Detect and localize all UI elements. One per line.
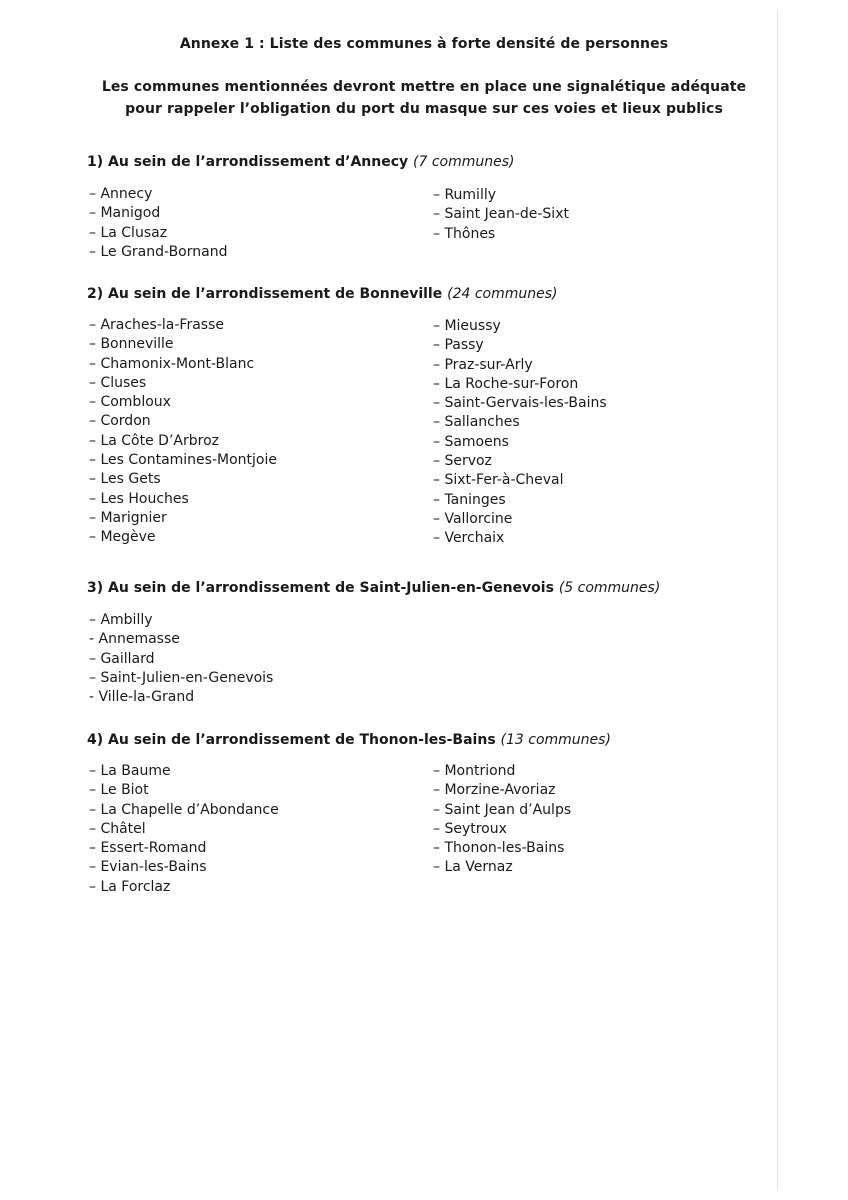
list-item: – La Baume [89,763,171,779]
list-item: – Passy [433,337,484,354]
section-heading-text: 4) Au sein de l’arrondissement de Thonon-les-Bains [87,732,496,748]
list-item: – Rumilly [433,187,497,203]
list-item: - Annemasse [89,631,180,648]
list-item: – Châtel [89,820,146,837]
commune-list-left [89,611,273,707]
list-item: – Vallorcine [433,510,513,527]
list-item: – Marignier [89,509,167,526]
list-item: – Sallanches [433,414,520,431]
section-heading-text: 3) Au sein de l’arrondissement de Saint-Julien-en-Genevois [87,580,554,596]
commune-list-right [433,186,569,244]
list-item: – La Côte D’Arbroz [89,432,219,449]
list-item: – Morzine-Avoriaz [433,782,556,799]
list-item: – Megève [89,529,156,546]
section-heading-annecy [87,154,515,170]
list-item: – Cordon [89,413,151,430]
section-heading-saint-julien [87,580,660,596]
list-item: – Les Gets [89,471,161,488]
list-item: – Le Biot [89,782,149,799]
list-item: – Chamonix-Mont-Blanc [89,355,255,372]
list-item: – Saint-Julien-en-Genevois [89,669,274,686]
list-item: – Cluses [89,374,147,391]
list-item: – Montriond [433,763,516,779]
list-item: – Annecy [89,186,153,202]
commune-list-right [433,762,571,878]
document-title: Annexe 1 : Liste des communes à forte densité de personnes [179,36,669,52]
list-item: – Saint Jean d’Aulps [433,801,572,818]
list-item: – Les Houches [89,490,189,507]
commune-list-left [89,185,227,262]
section-heading-thonon [87,732,611,748]
list-item: – Taninges [433,491,506,508]
list-item: – Thônes [433,225,496,242]
commune-list-right [433,317,607,549]
section-heading-text: 2) Au sein de l’arrondissement de Bonneville [87,286,443,302]
list-item: – Praz-sur-Arly [433,356,533,373]
list-item: – Essert-Romand [89,840,207,857]
section-heading-bonneville [87,286,558,302]
document-subtitle-line-2: pour rappeler l’obligation du port du masque sur ces voies et lieux publics [125,101,723,117]
list-item: – Saint Jean-de-Sixt [433,206,569,223]
list-item: – Samoens [433,433,509,450]
list-item: – Servoz [433,453,492,470]
list-item: – Sixt-Fer-à-Cheval [433,472,564,489]
list-item: – La Roche-sur-Foron [433,375,579,392]
list-item: - Ville-la-Grand [89,689,195,706]
list-item: – Thonon-les-Bains [433,840,565,857]
list-item: – Les Contamines-Montjoie [89,452,277,469]
list-item: – Evian-les-Bains [89,859,207,876]
page-edge-line [777,10,778,1190]
commune-list-left [89,762,279,897]
list-item: – Seytroux [433,820,507,837]
section-count: (13 communes) [500,732,611,748]
list-item: – Le Grand-Bornand [89,243,228,260]
list-item: – Ambilly [89,612,153,628]
list-item: – La Vernaz [433,859,513,876]
list-item: – Combloux [89,394,171,411]
list-item: – Verchaix [433,530,505,547]
document-subtitle-line-1: Les communes mentionnées devront mettre en place une signalétique adéquate [101,79,747,95]
list-item: – Bonneville [89,336,174,353]
section-count: (5 communes) [558,580,661,596]
list-item: – Mieussy [433,318,501,334]
list-item: – Gaillard [89,650,155,667]
list-item: – Manigod [89,205,161,222]
commune-list-left [89,316,277,548]
list-item: – Araches-la-Frasse [89,317,224,333]
list-item: – Saint-Gervais-les-Bains [433,395,607,412]
list-item: – La Chapelle d’Abondance [89,801,279,818]
section-count: (24 communes) [447,286,558,302]
list-item: – La Clusaz [89,224,168,241]
section-heading-text: 1) Au sein de l’arrondissement d’Annecy [87,154,409,170]
section-count: (7 communes) [413,154,515,170]
list-item: – La Forclaz [89,878,171,895]
